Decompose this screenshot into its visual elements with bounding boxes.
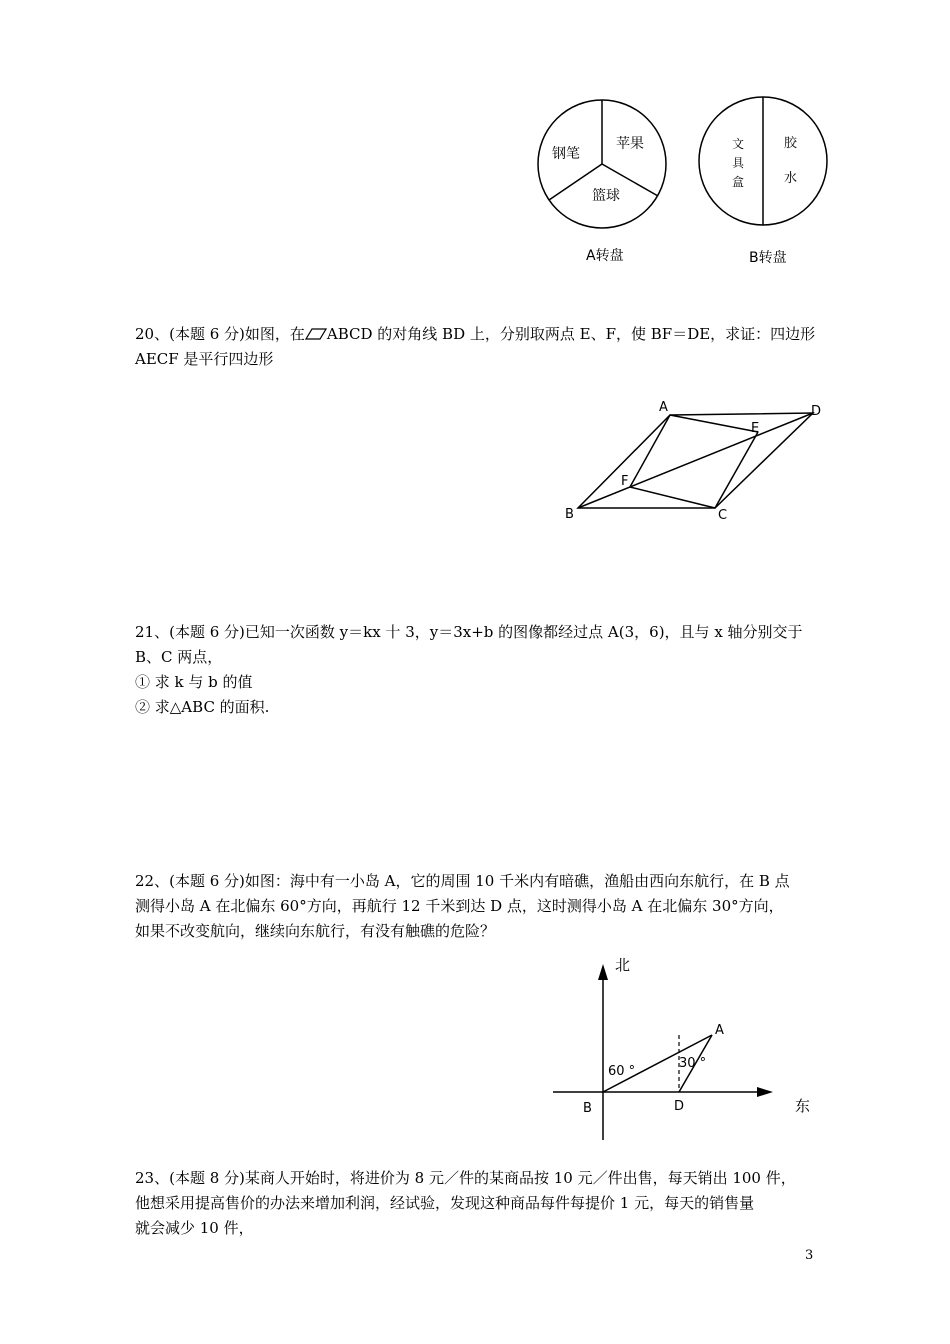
- north-label: 北: [615, 956, 631, 974]
- spinner-b-left-char-1: 文: [732, 137, 745, 151]
- label-b: B: [565, 507, 574, 522]
- label-a: A: [659, 400, 668, 415]
- parallelogram-figure: [555, 395, 845, 530]
- label-a: A: [715, 1023, 724, 1038]
- q23-line-3: 就会减少 10 件，: [135, 1219, 254, 1237]
- spinner-b-left-char-3: 盒: [732, 175, 745, 189]
- label-b: B: [583, 1101, 592, 1116]
- q23-line-1: 23、(本题 8 分)某商人开始时，将进价为 8 元／件的某商品按 10 元／件出售，每天销出 100 件，: [135, 1169, 796, 1187]
- navigation-figure: [545, 950, 835, 1145]
- spinner-a: [538, 100, 666, 264]
- angle-30-label: 30 °: [679, 1056, 707, 1071]
- angle-60-label: 60 °: [608, 1064, 636, 1079]
- spinner-b-right-char-2: 水: [784, 171, 798, 186]
- label-c: C: [718, 508, 728, 523]
- parallelogram-symbol-icon: [305, 328, 327, 340]
- q22-line-3: 如果不改变航向，继续向东航行，有没有触礁的危险？: [135, 922, 496, 940]
- label-d: D: [811, 404, 822, 419]
- q22-line-1: 22、(本题 6 分)如图：海中有一小岛 A，它的周围 10 千米内有暗礁，渔船由西向东航行，在 B 点: [135, 872, 790, 890]
- q23-line-2: 他想采用提高售价的办法来增加利润，经试验，发现这种商品每件每提价 1 元，每天的销售量: [135, 1194, 755, 1212]
- question-22: [135, 869, 825, 944]
- label-f: F: [621, 474, 629, 489]
- label-d: D: [674, 1099, 685, 1114]
- east-label: 东: [795, 1097, 811, 1115]
- spinner-b: [699, 97, 827, 266]
- spinner-b-left-char-2: 具: [732, 156, 745, 170]
- q21-item-1: ① 求 k 与 b 的值: [135, 673, 253, 691]
- spinner-a-sector-2: 苹果: [616, 136, 644, 152]
- q22-line-2: 测得小岛 A 在北偏东 60°方向，再航行 12 千米到达 D 点，这时测得小岛 A 在北偏东 30°方向，: [135, 897, 784, 915]
- q21-line-1: 21、(本题 6 分)已知一次函数 y＝kx 十 3，y＝3x+b 的图像都经过点 A(3，6)，且与 x 轴分别交于: [135, 623, 803, 641]
- spinner-a-caption: A转盘: [586, 248, 624, 264]
- q20-line-1: 20、(本题 6 分)如图，在 ABCD 的对角线 BD 上，分别取两点 E、F，使 BF＝DE，求证：四边形: [135, 325, 816, 343]
- spinner-a-sector-1: 钢笔: [552, 146, 580, 162]
- question-20: [135, 322, 825, 372]
- question-23: [135, 1166, 825, 1241]
- spinner-a-sector-3: 篮球: [592, 188, 620, 204]
- page-number: 3: [805, 1248, 814, 1263]
- q20-line-2: AECF 是平行四边形: [135, 350, 274, 368]
- spinner-b-right-char-1: 胶: [784, 136, 798, 151]
- q21-item-2: ② 求△ABC 的面积.: [135, 698, 270, 716]
- question-21: [135, 620, 825, 720]
- q21-line-2: B、C 两点，: [135, 648, 223, 666]
- spinner-figure: [520, 90, 850, 275]
- label-e: E: [751, 421, 760, 436]
- spinner-b-caption: B转盘: [749, 250, 787, 266]
